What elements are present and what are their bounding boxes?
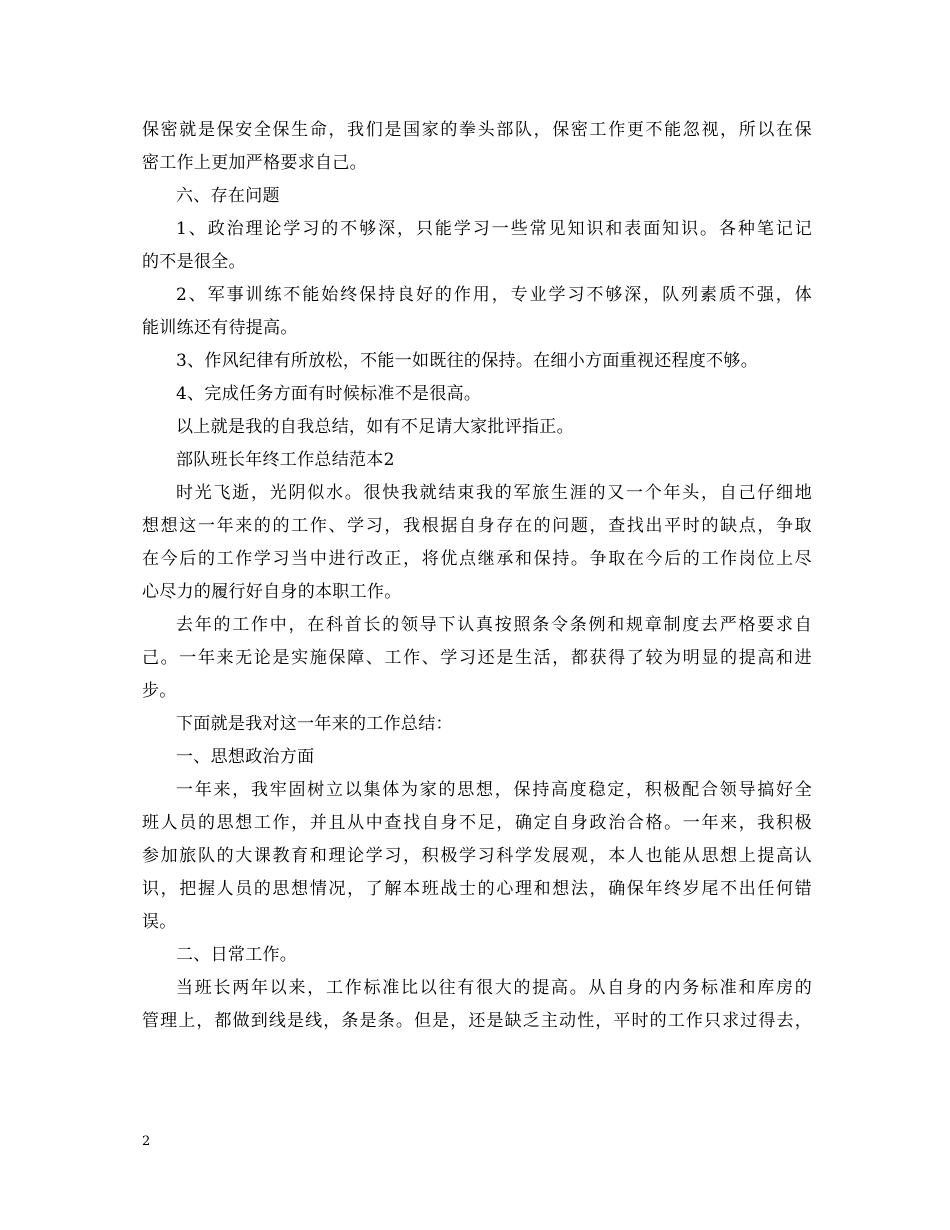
text-line: 己。一年来无论是实施保障、工作、学习还是生活，都获得了较为明显的提高和进 (142, 648, 812, 668)
text-line: 误。 (142, 912, 177, 932)
text-line: 1、政治理论学习的不够深，只能学习一些常见知识和表面知识。各种笔记记 (176, 219, 812, 239)
text-line: 以上就是我的自我总结，如有不足请大家批评指正。 (176, 417, 574, 437)
document-body (142, 114, 812, 1038)
text-line: 一年来，我牢固树立以集体为家的思想，保持高度稳定，积极配合领导搞好全 (176, 780, 812, 800)
text-line: 管理上，都做到线是线，条是条。但是，还是缺乏主动性，平时的工作只求过得去， (142, 1011, 812, 1031)
text-line: 2、军事训练不能始终保持良好的作用，专业学习不够深，队列素质不强，体 (176, 285, 812, 305)
text-line: 4、完成任务方面有时候标准不是很高。 (176, 384, 482, 404)
text-line: 3、作风纪律有所放松，不能一如既往的保持。在细小方面重视还程度不够。 (176, 351, 759, 371)
text-line: 步。 (142, 681, 177, 701)
text-line: 心尽力的履行好自身的本职工作。 (142, 582, 402, 602)
text-line: 去年的工作中，在科首长的领导下认真按照条令条例和规章制度去严格要求自 (176, 615, 812, 635)
text-line: 一、思想政治方面 (176, 747, 315, 767)
page-number: 2 (142, 1134, 151, 1149)
text-line: 六、存在问题 (176, 186, 280, 206)
text-line: 时光飞逝，光阴似水。很快我就结束我的军旅生涯的又一个年头，自己仔细地 (176, 483, 812, 503)
text-line: 二、日常工作。 (176, 945, 298, 965)
text-line: 的不是很全。 (142, 252, 246, 272)
text-line: 想想这一年来的的工作、学习，我根据自身存在的问题，查找出平时的缺点，争取 (142, 516, 812, 536)
text-line: 部队班长年终工作总结范本2 (176, 450, 395, 470)
text-line: 班人员的思想工作，并且从中查找自身不足，确定自身政治合格。一年来，我积极 (142, 813, 812, 833)
text-line: 识，把握人员的思想情况，了解本班战士的心理和想法，确保年终岁尾不出任何错 (142, 879, 812, 899)
text-line: 参加旅队的大课教育和理论学习，积极学习科学发展观，本人也能从思想上提高认 (142, 846, 812, 866)
text-line: 保密就是保安全保生命，我们是国家的拳头部队，保密工作更不能忽视，所以在保 (142, 120, 812, 140)
text-line: 当班长两年以来，工作标准比以往有很大的提高。从自身的内务标准和库房的 (176, 978, 812, 998)
text-line: 在今后的工作学习当中进行改正，将优点继承和保持。争取在今后的工作岗位上尽 (142, 549, 812, 569)
text-line: 能训练还有待提高。 (142, 318, 298, 338)
text-line: 密工作上更加严格要求自己。 (142, 153, 367, 173)
text-line: 下面就是我对这一年来的工作总结： (176, 714, 453, 734)
